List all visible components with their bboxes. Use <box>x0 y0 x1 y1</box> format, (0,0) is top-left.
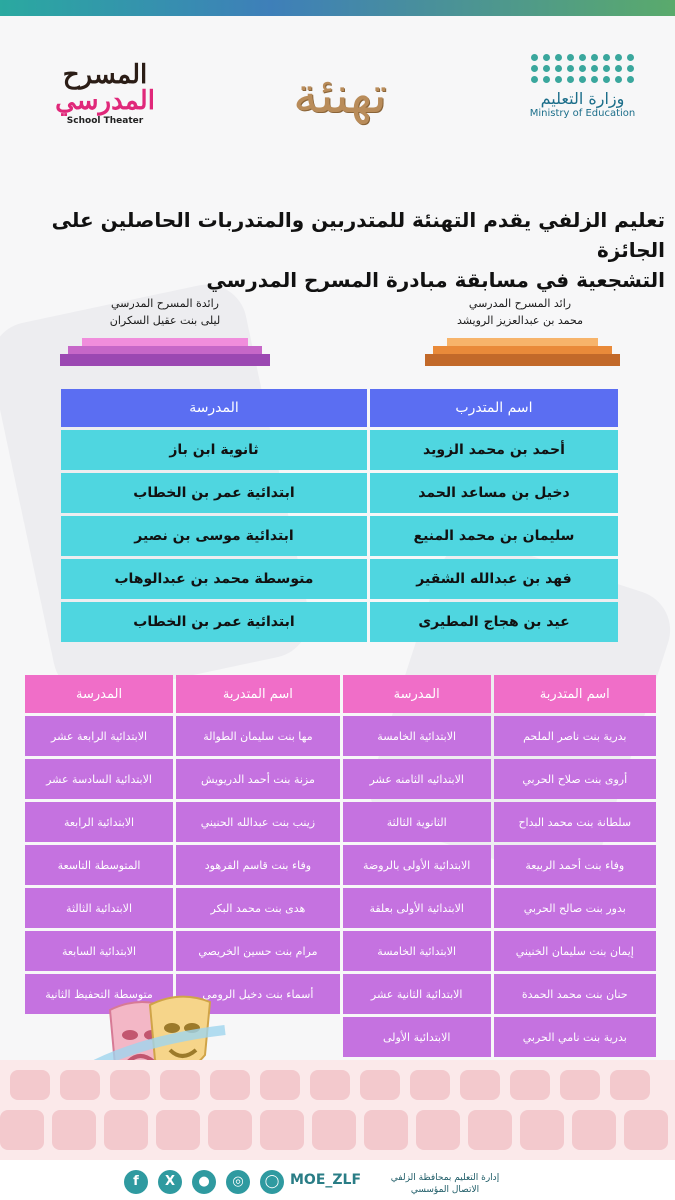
ministry-dot <box>531 76 538 83</box>
header-trainee-name: اسم المتدرب <box>370 389 618 427</box>
trainee-name-cell: مها بنت سليمان الطوالة <box>176 716 340 756</box>
top-accent-bar <box>0 0 675 16</box>
ministry-dot <box>555 76 562 83</box>
trainee-name-cell: سليمان بن محمد المنيع <box>370 516 618 556</box>
department-line-1: إدارة التعليم بمحافظة الزلفي <box>390 1173 500 1183</box>
trainee-name-cell: حنان بنت محمد الحمدة <box>494 974 656 1014</box>
trainee-name-cell: عيد بن هجاج المطيرى <box>370 602 618 642</box>
school-cell: الابتدائية الثانية عشر <box>343 974 491 1014</box>
ministry-dot <box>567 76 574 83</box>
school-cell: متوسطة التحفيظ الثانية <box>25 974 173 1014</box>
trainee-name-cell: أحمد بن محمد الزويد <box>370 430 618 470</box>
male-pioneer-title: رائد المسرح المدرسي <box>468 297 572 310</box>
department-line-2: الاتصال المؤسسي <box>410 1185 480 1195</box>
header-trainee-name: اسم المتدربة <box>176 675 340 713</box>
ministry-dot <box>627 76 634 83</box>
theater-seats-background <box>0 1060 675 1160</box>
x-icon[interactable]: X <box>158 1170 182 1194</box>
ministry-dots-icon <box>520 54 645 83</box>
header-school: المدرسة <box>343 675 491 713</box>
school-cell: الابتدائية الأولى بالروضة <box>343 845 491 885</box>
ministry-dot <box>555 54 562 61</box>
ministry-dot <box>579 65 586 72</box>
trainee-name-cell: مزنة بنت أحمد الدريويش <box>176 759 340 799</box>
ministry-dot <box>591 76 598 83</box>
school-theater-logo <box>50 62 160 126</box>
table-row <box>61 430 618 470</box>
congrats-text: تهنئة <box>293 66 387 124</box>
logo-theater-text-2: المدرسي <box>55 86 155 116</box>
female-pioneer-title: رائدة المسرح المدرسي <box>111 297 219 310</box>
female-pioneer-name: ليلى بنت عقيل السكران <box>109 314 221 327</box>
headline-line-2: التشجعية في مسابقة مبادرة المسرح المدرسي <box>206 268 665 292</box>
header-trainee-name: اسم المتدربة <box>494 675 656 713</box>
school-cell: الابتدائية السادسة عشر <box>25 759 173 799</box>
female-podium <box>60 338 270 366</box>
ministry-logo <box>520 54 645 119</box>
school-cell: ابتدائية عمر بن الخطاب <box>61 473 367 513</box>
ministry-dot <box>567 65 574 72</box>
school-cell: ابتدائية عمر بن الخطاب <box>61 602 367 642</box>
ministry-dot <box>603 54 610 61</box>
female-pioneer-label <box>60 295 270 329</box>
school-cell: الابتدائية الرابعة عشر <box>25 716 173 756</box>
headline-line-1: تعليم الزلفي يقدم التهنئة للمتدربين والمتدربات الحاصلين على الجائزة <box>51 208 665 262</box>
header-school: المدرسة <box>61 389 367 427</box>
social-handle[interactable]: MOE_ZLF <box>290 1172 362 1188</box>
trainee-name-cell: فهد بن عبدالله الشقير <box>370 559 618 599</box>
globe-icon[interactable]: ◎ <box>226 1170 250 1194</box>
school-cell: الابتدائية الخامسة <box>343 716 491 756</box>
department-label <box>385 1172 505 1196</box>
table-row <box>25 759 656 799</box>
school-cell: الابتدائية الرابعة <box>25 802 173 842</box>
ministry-dot <box>543 76 550 83</box>
trainee-name-cell: أروى بنت صلاح الحربي <box>494 759 656 799</box>
trainee-name-cell: زينب بنت عبدالله الحنيني <box>176 802 340 842</box>
school-cell: الابتدائية الأولى <box>343 1017 491 1057</box>
school-cell: الابتدائية الأولى بعلقة <box>343 888 491 928</box>
table-row <box>25 931 656 971</box>
logo-theater-text-1: المسرح <box>62 60 148 90</box>
ministry-name-ar: وزارة التعليم <box>540 89 625 108</box>
trainee-name-cell: أسماء بنت دخيل الرومي <box>176 974 340 1014</box>
school-cell: الابتدائية الثالثة <box>25 888 173 928</box>
ministry-dot <box>555 65 562 72</box>
trainee-name-cell: هدى بنت محمد البكر <box>176 888 340 928</box>
trainee-name-cell: وفاء بنت أحمد الربيعة <box>494 845 656 885</box>
table-row <box>61 473 618 513</box>
ministry-dot <box>567 54 574 61</box>
ministry-dot <box>591 54 598 61</box>
facebook-icon[interactable]: f <box>124 1170 148 1194</box>
table-header-row <box>25 675 656 713</box>
ministry-dot <box>615 65 622 72</box>
ministry-dot <box>627 54 634 61</box>
ministry-dot <box>591 65 598 72</box>
trainee-name-cell: إيمان بنت سليمان الخنيني <box>494 931 656 971</box>
school-cell: الثانوية الثالثة <box>343 802 491 842</box>
instagram-icon[interactable]: ◯ <box>260 1170 284 1194</box>
headline <box>40 205 665 295</box>
trainee-name-cell: بدرية بنت نامي الحربي <box>494 1017 656 1057</box>
ministry-dot <box>531 54 538 61</box>
ministry-dot <box>603 65 610 72</box>
ministry-name-en: Ministry of Education <box>529 108 636 119</box>
school-cell: الابتدائية الخامسة <box>343 931 491 971</box>
ministry-dot <box>579 76 586 83</box>
school-cell: الابتدائيه الثامنه عشر <box>343 759 491 799</box>
ministry-dot <box>531 65 538 72</box>
table-row <box>25 888 656 928</box>
ministry-dot <box>543 54 550 61</box>
school-cell: المتوسطة التاسعة <box>25 845 173 885</box>
trainee-name-cell: بدرية بنت ناصر الملحم <box>494 716 656 756</box>
ministry-dot <box>579 54 586 61</box>
school-cell: ابتدائية موسى بن نصير <box>61 516 367 556</box>
table-row <box>25 716 656 756</box>
ministry-dot <box>615 76 622 83</box>
table-row <box>61 516 618 556</box>
table-header-row <box>61 389 618 427</box>
table-row <box>61 559 618 599</box>
table-row <box>25 845 656 885</box>
ministry-dot <box>603 76 610 83</box>
trainee-name-cell: مرام بنت حسين الخريصي <box>176 931 340 971</box>
trainee-name-cell: دخيل بن مساعد الحمد <box>370 473 618 513</box>
male-pioneer-label <box>420 295 620 329</box>
trainee-name-cell: بدور بنت صالح الحربي <box>494 888 656 928</box>
trainee-name-cell: سلطانة بنت محمد البداح <box>494 802 656 842</box>
table-row <box>61 602 618 642</box>
school-cell: متوسطة محمد بن عبدالوهاب <box>61 559 367 599</box>
table-row <box>25 802 656 842</box>
congrats-calligraphy-logo <box>270 50 410 140</box>
school-cell: الابتدائية السابعة <box>25 931 173 971</box>
male-podium <box>425 338 620 366</box>
male-trainees-table <box>58 386 621 645</box>
ministry-dot <box>627 65 634 72</box>
trainee-name-cell: وفاء بنت قاسم الفرهود <box>176 845 340 885</box>
snapchat-icon[interactable]: ● <box>192 1170 216 1194</box>
ministry-dot <box>615 54 622 61</box>
ministry-dot <box>543 65 550 72</box>
school-cell: ثانوية ابن باز <box>61 430 367 470</box>
logo-theater-english: School Theater <box>66 116 144 126</box>
header-school: المدرسة <box>25 675 173 713</box>
male-pioneer-name: محمد بن عبدالعزيز الرويشد <box>456 314 584 327</box>
